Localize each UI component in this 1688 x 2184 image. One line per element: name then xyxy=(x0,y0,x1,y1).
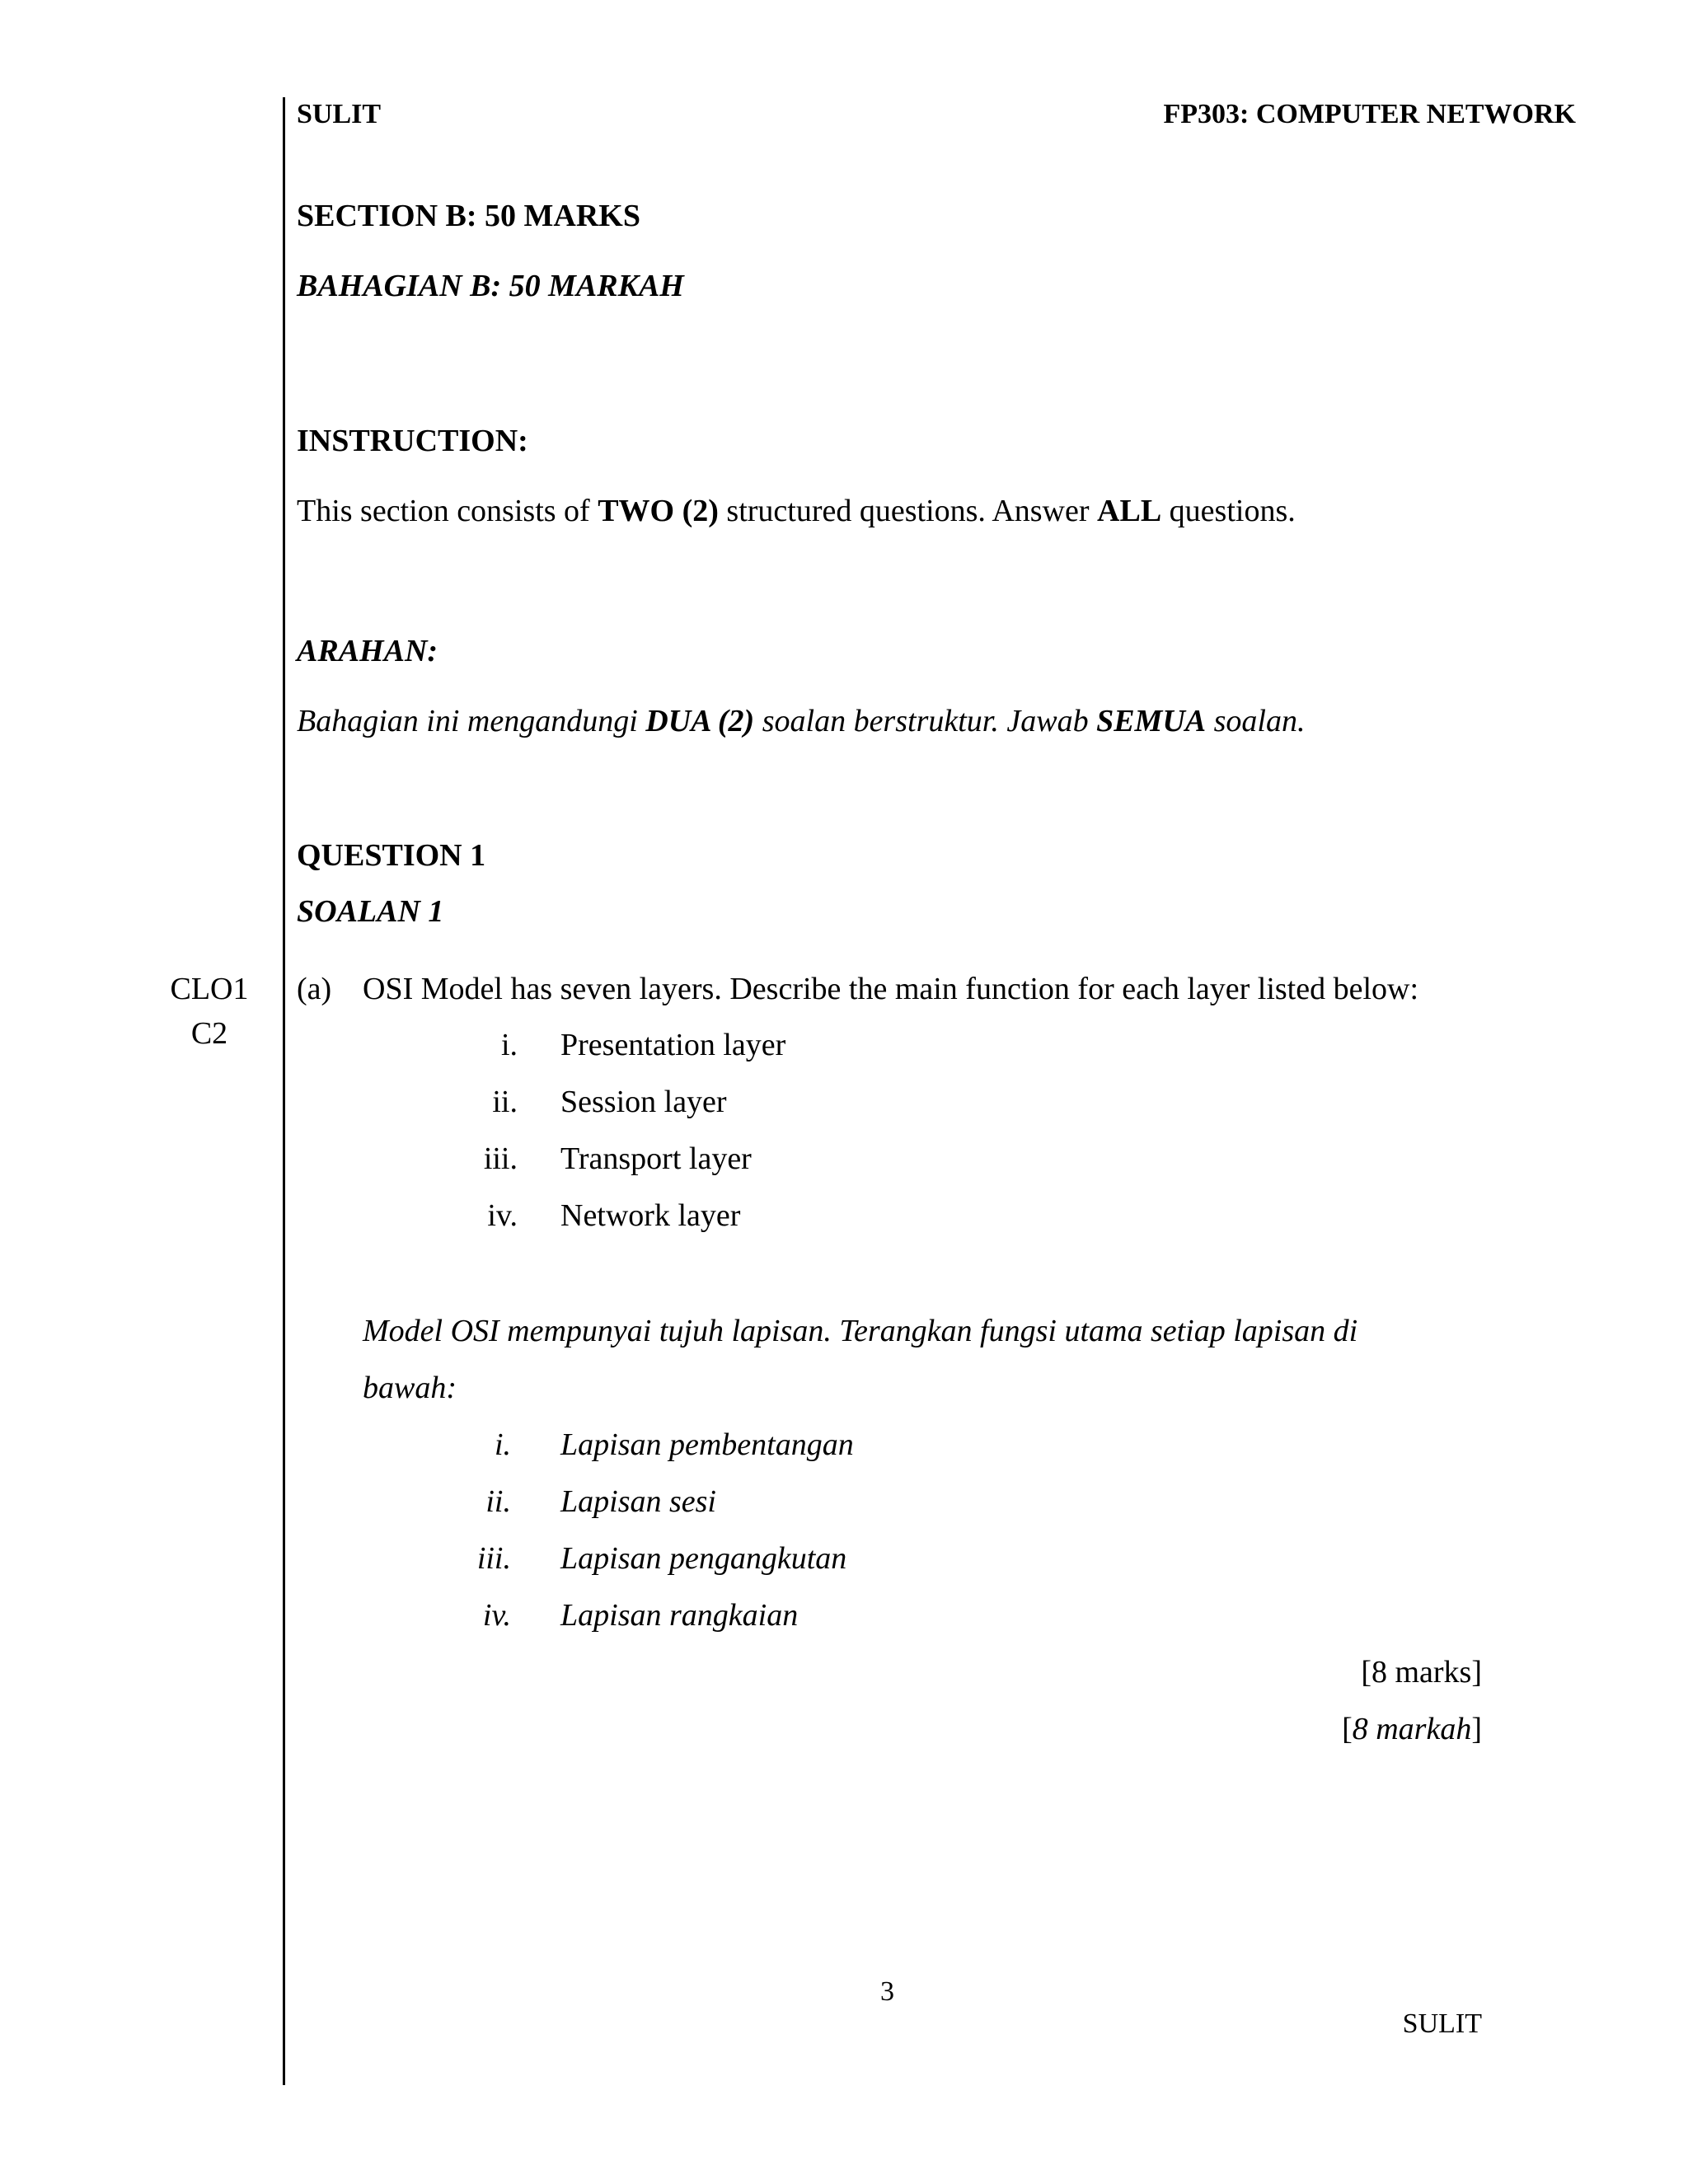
clo-label: CLO1 xyxy=(170,972,249,1006)
list-item-ms: Lapisan sesi xyxy=(560,1484,716,1519)
list-item-number-ms: iv. xyxy=(482,1598,511,1633)
arahan-text: Bahagian ini mengandungi DUA (2) soalan berstruktur. Jawab SEMUA soalan. xyxy=(297,704,1306,738)
page-number: 3 xyxy=(880,1976,894,2007)
list-item: Transport layer xyxy=(560,1141,752,1176)
list-item-number: ii. xyxy=(492,1085,518,1119)
part-text: OSI Model has seven layers. Describe the main function for each layer listed below: xyxy=(363,972,1419,1006)
marks-label-ms: [8 markah] xyxy=(1342,1712,1482,1746)
header-confidential: SULIT xyxy=(297,99,382,129)
part-text-ms-continued: bawah: xyxy=(363,1371,457,1405)
footer-confidential: SULIT xyxy=(1402,2008,1482,2039)
list-item: Network layer xyxy=(560,1198,741,1233)
question-title-ms: SOALAN 1 xyxy=(297,894,444,929)
margin-rule xyxy=(283,97,285,2085)
instruction-heading: INSTRUCTION: xyxy=(297,424,528,458)
list-item-ms: Lapisan pengangkutan xyxy=(560,1541,847,1576)
list-item-number: i. xyxy=(500,1028,518,1062)
list-item-number: iii. xyxy=(483,1141,518,1176)
question-title: QUESTION 1 xyxy=(297,838,486,873)
list-item: Session layer xyxy=(560,1085,727,1119)
part-label: (a) xyxy=(297,972,332,1006)
part-text-ms: Model OSI mempunyai tujuh lapisan. Terangkan fungsi utama setiap lapisan di xyxy=(363,1314,1358,1348)
list-item-number-ms: ii. xyxy=(485,1484,511,1519)
marks-label: [8 marks] xyxy=(1361,1655,1482,1690)
list-item-ms: Lapisan rangkaian xyxy=(560,1598,799,1633)
list-item-number-ms: iii. xyxy=(476,1541,511,1576)
arahan-heading: ARAHAN: xyxy=(297,634,438,668)
list-item-number-ms: i. xyxy=(494,1427,511,1462)
list-item-number: iv. xyxy=(487,1198,518,1233)
list-item-ms: Lapisan pembentangan xyxy=(560,1427,854,1462)
section-title-ms: BAHAGIAN B: 50 MARKAH xyxy=(297,269,684,303)
list-item: Presentation layer xyxy=(560,1028,786,1062)
header-course-title: FP303: COMPUTER NETWORK xyxy=(1163,99,1576,129)
instruction-text: This section consists of TWO (2) structured questions. Answer ALL questions. xyxy=(297,494,1296,528)
section-title: SECTION B: 50 MARKS xyxy=(297,199,640,233)
taxonomy-level-label: C2 xyxy=(190,1016,228,1051)
